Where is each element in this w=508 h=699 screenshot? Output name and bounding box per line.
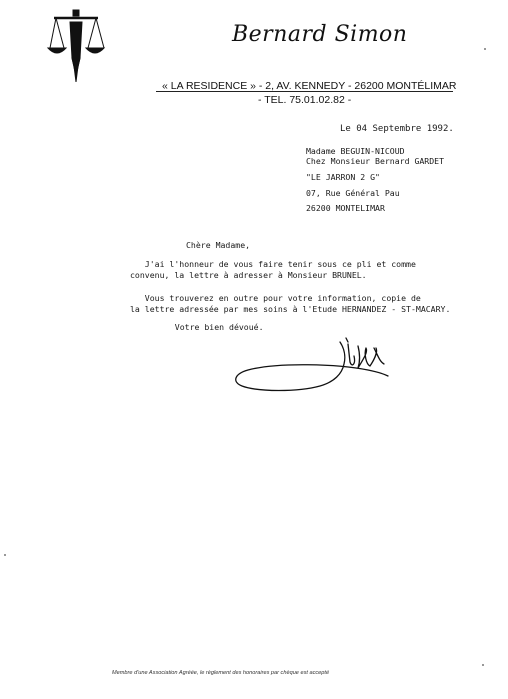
recipient-line: 07, Rue Général Pau [306,188,400,198]
paragraph-line: convenu, la lettre à adresser à Monsieur BRUNEL. [130,270,367,280]
recipient-line: 26200 MONTELIMAR [306,203,385,213]
sender-address: « LA RESIDENCE » - 2, AV. KENNEDY - 26200 MONTÉLIMAR [162,80,457,92]
sender-name: Bernard Simon [232,22,408,47]
recipient-line: Madame BEGUIN-NICOUD [306,146,405,156]
paragraph-line: la lettre adressée par mes soins à l'Etude HERNANDEZ - ST-MACARY. [130,304,451,314]
sender-telephone: - TEL. 75.01.02.82 - [258,94,352,106]
footer-note: Membre d'une Association Agréée, le règlement des honoraires par chèque est accepté [112,670,330,676]
paragraph-1 [130,259,416,281]
salutation: Chère Madame, [186,240,251,250]
scan-speck [4,554,6,556]
scan-speck [482,664,484,666]
scales-of-justice-logo-icon [46,8,106,86]
scan-speck [484,48,486,50]
paragraph-line: J'ai l'honneur de vous faire tenir sous ce pli et comme [130,259,416,269]
paragraph-2 [130,293,451,315]
recipient-line: "LE JARRON 2 G" [306,172,380,182]
closing: Votre bien dévoué. [160,322,264,332]
letter-date: Le 04 Septembre 1992. [340,124,454,134]
recipient-line: Chez Monsieur Bernard GARDET [306,156,445,166]
paragraph-line: Vous trouverez en outre pour votre information, copie de [130,293,421,303]
signature-icon [228,334,424,396]
